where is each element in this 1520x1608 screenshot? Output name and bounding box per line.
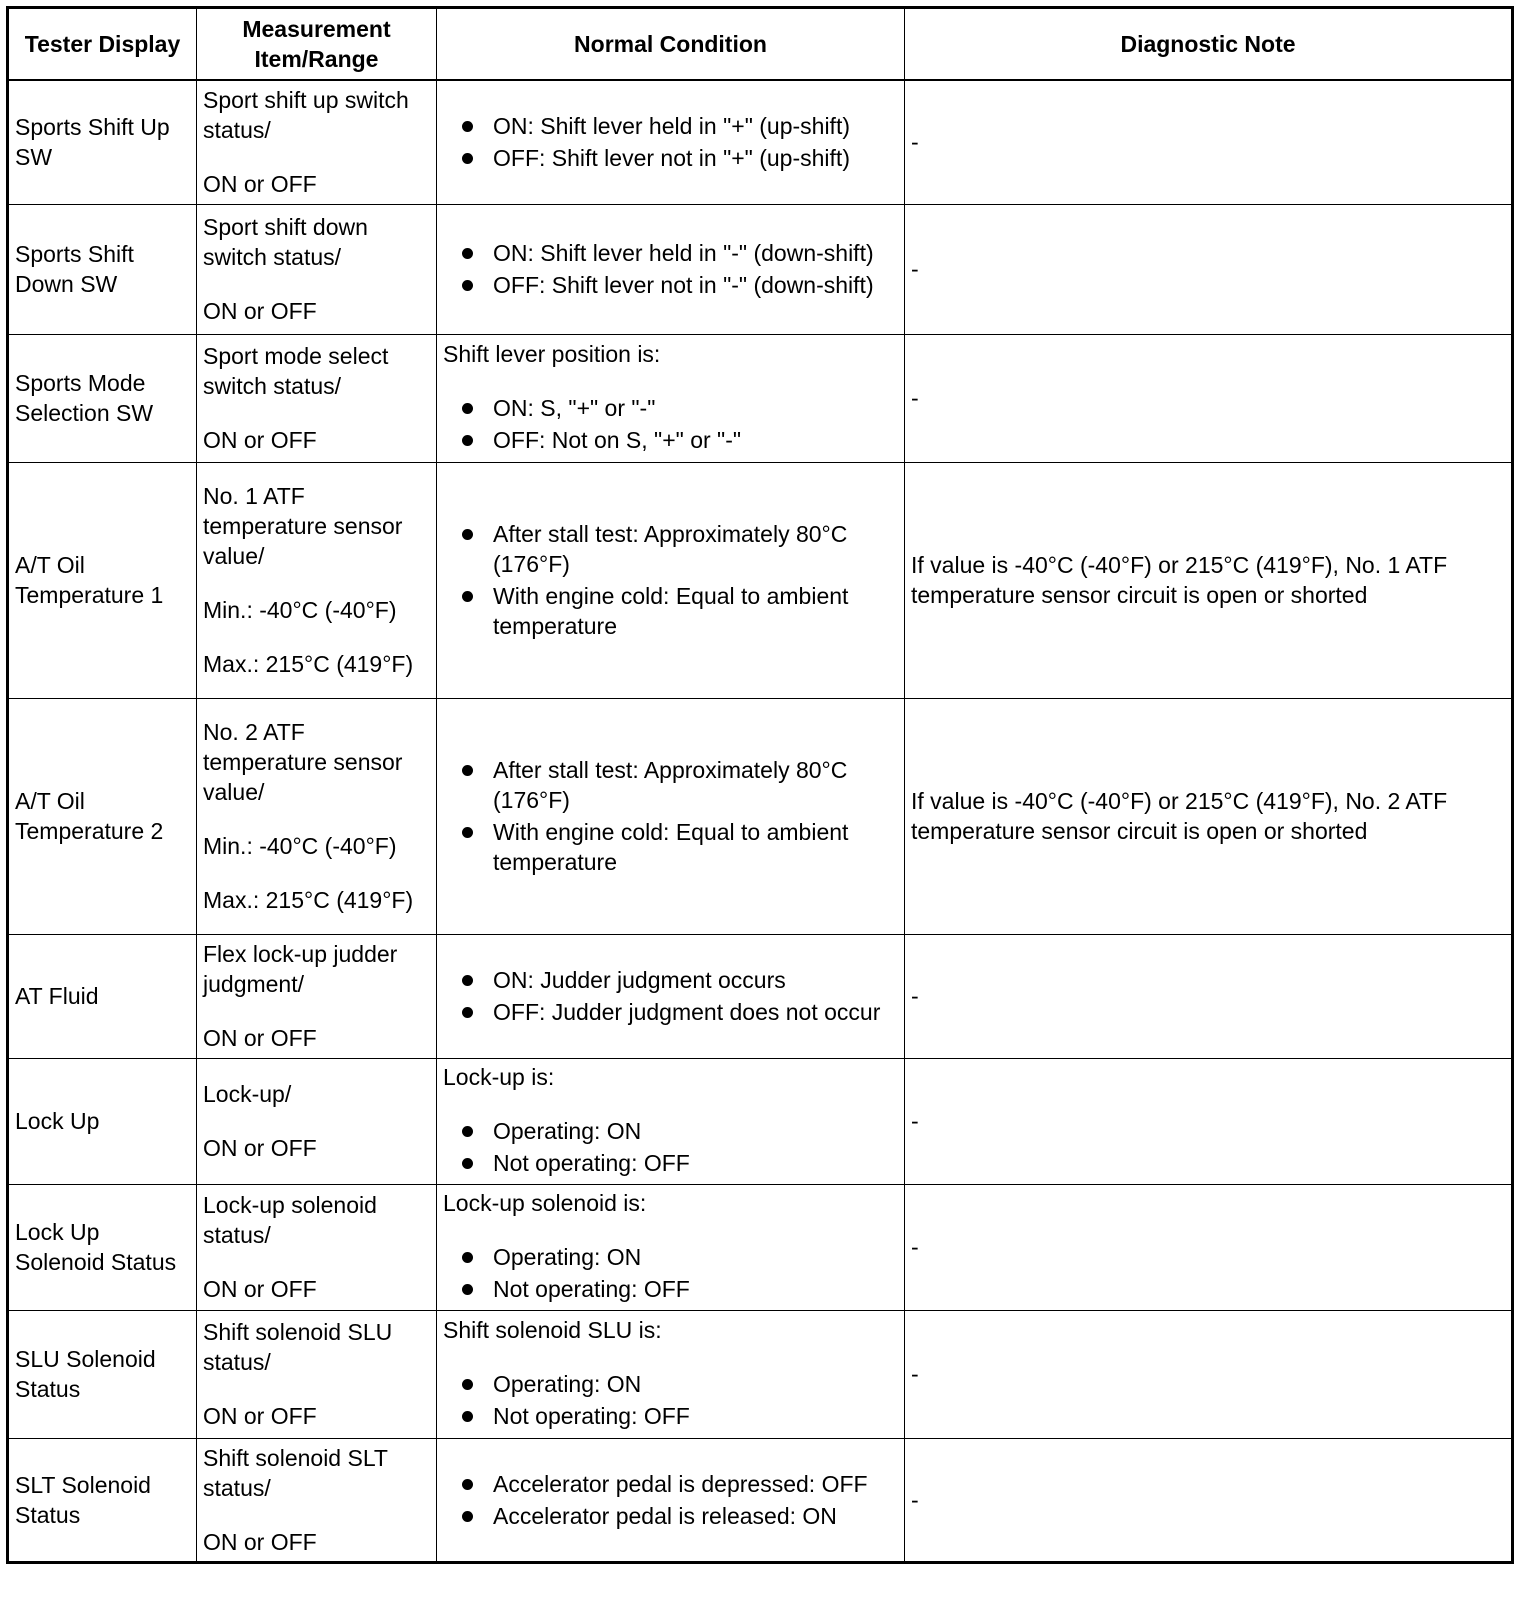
condition-item: ON: Shift lever held in "+" (up-shift) (443, 111, 898, 141)
condition-item: With engine cold: Equal to ambient temperature (443, 581, 898, 641)
data-list-table (6, 6, 1514, 1564)
condition-item: Not operating: OFF (443, 1401, 898, 1431)
condition-item: ON: Shift lever held in "-" (down-shift) (443, 238, 898, 268)
diagnostic-note-text: - (911, 983, 919, 1009)
condition-intro: Shift lever position is: (443, 341, 661, 367)
table-row (8, 934, 1513, 1058)
measurement-line: Flex lock-up judder judgment/ (203, 941, 398, 997)
condition-item: After stall test: Approximately 80°C (176°F) (443, 519, 898, 579)
tester-display-cell: Sports Shift Down SW (8, 204, 197, 334)
measurement-cell (197, 698, 437, 934)
tester-display-cell: A/T Oil Temperature 2 (8, 698, 197, 934)
table-row (8, 462, 1513, 698)
diagnostic-note-cell (905, 80, 1513, 204)
normal-condition-cell (437, 80, 905, 204)
normal-condition-cell (437, 1438, 905, 1562)
line-gap (203, 861, 430, 885)
diagnostic-note-text: - (911, 1486, 919, 1513)
condition-item: Operating: ON (443, 1369, 898, 1399)
measurement-line: Sport shift down switch status/ (203, 214, 368, 270)
measurement-line: ON or OFF (203, 1025, 317, 1051)
measurement-line: Shift solenoid SLU status/ (203, 1319, 393, 1375)
header-normal-condition: Normal Condition (437, 8, 905, 81)
condition-intro: Lock-up solenoid is: (443, 1190, 647, 1216)
measurement-cell (197, 1438, 437, 1562)
normal-condition-cell (437, 1184, 905, 1310)
normal-condition-cell (437, 334, 905, 462)
measurement-line: Min.: -40°C (-40°F) (203, 833, 397, 859)
condition-list (443, 111, 898, 173)
table-row (8, 80, 1513, 204)
measurement-line: ON or OFF (203, 1276, 317, 1302)
tester-display-cell: SLT Solenoid Status (8, 1438, 197, 1562)
measurement-cell (197, 1058, 437, 1184)
measurement-line: ON or OFF (203, 1528, 317, 1555)
measurement-line: Sport mode select switch status/ (203, 343, 389, 399)
diagnostic-note-text: - (911, 1361, 919, 1387)
header-row (8, 8, 1513, 81)
measurement-line: ON or OFF (203, 298, 317, 324)
line-gap (203, 999, 430, 1023)
tester-display-cell: SLU Solenoid Status (8, 1310, 197, 1438)
measurement-line: Max.: 215°C (419°F) (203, 651, 414, 677)
condition-item: After stall test: Approximately 80°C (176°F) (443, 755, 898, 815)
condition-item: Not operating: OFF (443, 1274, 898, 1304)
line-gap (203, 1377, 430, 1401)
measurement-cell (197, 1310, 437, 1438)
measurement-line: Max.: 215°C (419°F) (203, 887, 414, 913)
line-gap (203, 807, 430, 831)
table-row (8, 1058, 1513, 1184)
diagnostic-note-text: - (911, 385, 919, 411)
normal-condition-cell (437, 1310, 905, 1438)
condition-item: OFF: Not on S, "+" or "-" (443, 425, 898, 455)
measurement-line: ON or OFF (203, 1403, 317, 1429)
table-row (8, 1184, 1513, 1310)
diagnostic-note-cell (905, 934, 1513, 1058)
condition-item: Operating: ON (443, 1116, 898, 1146)
tester-display-cell: Sports Mode Selection SW (8, 334, 197, 462)
measurement-line: No. 1 ATF temperature sensor value/ (203, 483, 403, 569)
condition-item: Accelerator pedal is released: ON (443, 1501, 898, 1531)
tester-display-cell: Lock Up Solenoid Status (8, 1184, 197, 1310)
diagnostic-note-cell (905, 698, 1513, 934)
line-gap (203, 1250, 430, 1274)
diagnostic-note-cell (905, 1310, 1513, 1438)
diagnostic-note-text: - (911, 1234, 919, 1260)
condition-list (443, 1242, 898, 1304)
line-gap (203, 1503, 430, 1527)
condition-list (443, 238, 898, 300)
header-tester-display: Tester Display (8, 8, 197, 81)
line-gap (203, 401, 430, 425)
measurement-cell (197, 334, 437, 462)
table-row (8, 334, 1513, 462)
condition-list (443, 1369, 898, 1431)
diagnostic-note-cell (905, 1184, 1513, 1310)
measurement-cell (197, 934, 437, 1058)
measurement-line: Lock-up/ (203, 1081, 292, 1107)
condition-intro: Shift solenoid SLU is: (443, 1317, 662, 1343)
diagnostic-note-text: - (911, 129, 919, 156)
measurement-line: Lock-up solenoid status/ (203, 1192, 377, 1248)
condition-intro: Lock-up is: (443, 1064, 555, 1090)
table-row (8, 1438, 1513, 1562)
measurement-cell (197, 462, 437, 698)
measurement-line: Sport shift up switch status/ (203, 87, 409, 144)
normal-condition-cell (437, 204, 905, 334)
normal-condition-cell (437, 462, 905, 698)
diagnostic-note-text: If value is -40°C (-40°F) or 215°C (419°F), No. 2 ATF temperature sensor circuit is open or shorted (911, 788, 1448, 844)
header-diagnostic-note: Diagnostic Note (905, 8, 1513, 81)
condition-item: OFF: Shift lever not in "+" (up-shift) (443, 143, 898, 173)
normal-condition-cell (437, 934, 905, 1058)
diagnostic-note-cell (905, 1438, 1513, 1562)
condition-item: OFF: Shift lever not in "-" (down-shift) (443, 270, 898, 300)
measurement-cell (197, 1184, 437, 1310)
diagnostic-note-cell (905, 1058, 1513, 1184)
measurement-line: Min.: -40°C (-40°F) (203, 597, 397, 623)
diagnostic-note-text: - (911, 1108, 919, 1134)
line-gap (203, 1109, 430, 1133)
measurement-line: ON or OFF (203, 1135, 317, 1161)
condition-item: Operating: ON (443, 1242, 898, 1272)
condition-item: With engine cold: Equal to ambient temperature (443, 817, 898, 877)
condition-list (443, 755, 898, 877)
diagnostic-note-text: - (911, 256, 919, 282)
line-gap (203, 571, 430, 595)
diagnostic-note-cell (905, 334, 1513, 462)
normal-condition-cell (437, 1058, 905, 1184)
measurement-line: Shift solenoid SLT status/ (203, 1444, 388, 1501)
measurement-line: No. 2 ATF temperature sensor value/ (203, 719, 403, 805)
line-gap (203, 272, 430, 296)
measurement-line: ON or OFF (203, 171, 317, 198)
tester-display-cell: A/T Oil Temperature 1 (8, 462, 197, 698)
table-row (8, 1310, 1513, 1438)
measurement-cell (197, 80, 437, 204)
condition-item: Accelerator pedal is depressed: OFF (443, 1469, 898, 1499)
table-row (8, 698, 1513, 934)
diagnostic-note-text: If value is -40°C (-40°F) or 215°C (419°F), No. 1 ATF temperature sensor circuit is open or shorted (911, 552, 1448, 608)
table-row (8, 204, 1513, 334)
tester-display-cell: AT Fluid (8, 934, 197, 1058)
condition-list (443, 1469, 898, 1531)
diagnostic-note-cell (905, 462, 1513, 698)
measurement-line: ON or OFF (203, 427, 317, 453)
header-measurement: Measurement Item/Range (197, 8, 437, 81)
tester-display-cell: Lock Up (8, 1058, 197, 1184)
tester-display-cell: Sports Shift Up SW (8, 80, 197, 204)
condition-item: ON: Judder judgment occurs (443, 965, 898, 995)
condition-list (443, 965, 898, 1027)
line-gap (203, 625, 430, 649)
condition-list (443, 519, 898, 641)
condition-list (443, 393, 898, 455)
condition-item: ON: S, "+" or "-" (443, 393, 898, 423)
condition-item: OFF: Judder judgment does not occur (443, 997, 898, 1027)
line-gap (203, 145, 430, 169)
measurement-cell (197, 204, 437, 334)
normal-condition-cell (437, 698, 905, 934)
diagnostic-note-cell (905, 204, 1513, 334)
condition-item: Not operating: OFF (443, 1148, 898, 1178)
table-body (8, 80, 1513, 1562)
condition-list (443, 1116, 898, 1178)
